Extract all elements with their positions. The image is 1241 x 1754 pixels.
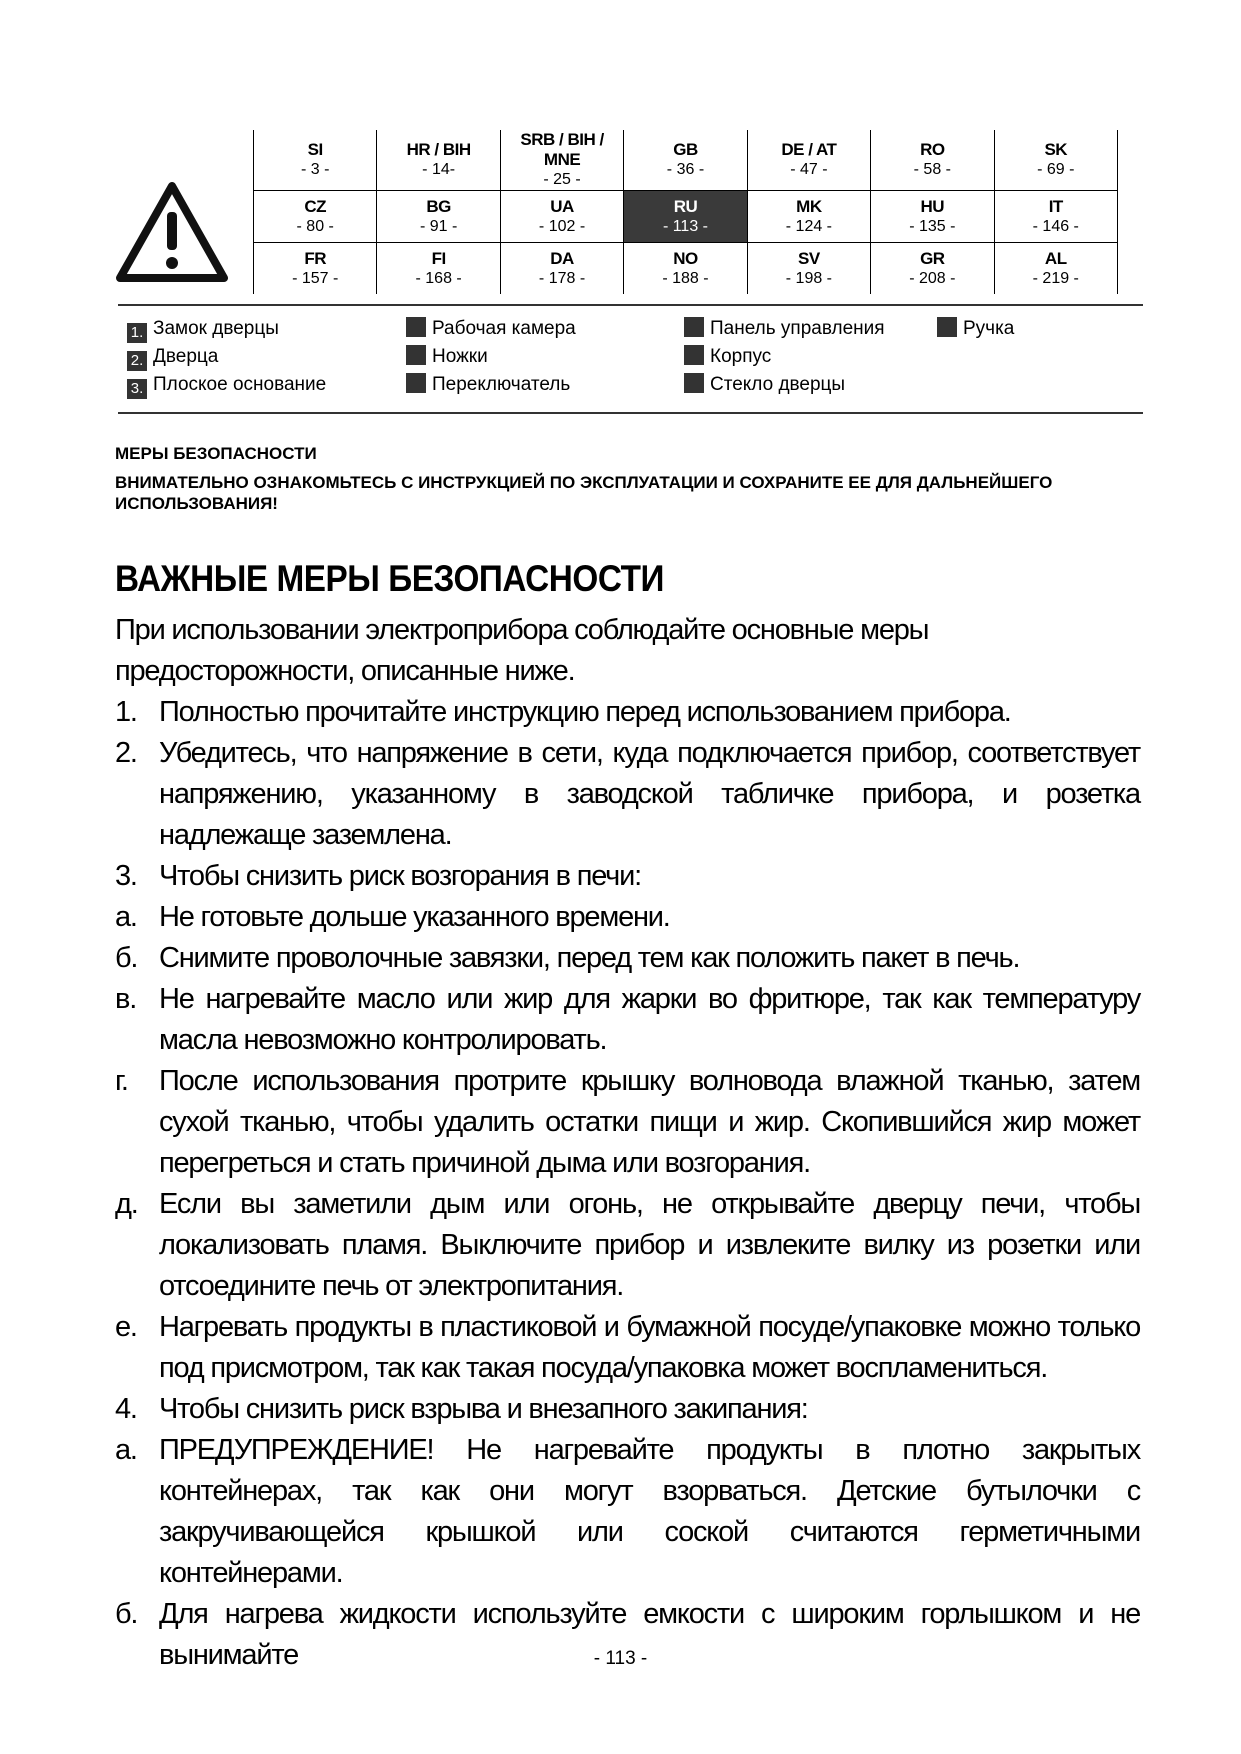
list-marker: в. (115, 983, 137, 1015)
language-code: GR (920, 248, 945, 268)
language-page: - 113 - (662, 217, 708, 235)
list-marker: а. (115, 901, 137, 933)
part-label: Стекло дверцы (710, 374, 846, 395)
part-item (406, 316, 576, 342)
language-cell-al[interactable] (994, 243, 1117, 295)
language-page: - 188 - (662, 269, 709, 287)
language-page: - 91 - (419, 217, 458, 235)
list-item (115, 1061, 1140, 1184)
language-page: - 102 - (538, 217, 586, 235)
list-text: Нагревать продукты в пластиковой и бумажной посуде/упаковке можно только под присмотром, так как такая посуда/упаковка может воспламениться. (159, 1311, 1140, 1384)
part-item (684, 344, 771, 370)
language-page: - 58 - (913, 161, 951, 178)
language-code: HR / BIH (406, 140, 471, 159)
language-page: - 25 - (543, 171, 581, 188)
language-code: SI (307, 140, 323, 159)
list-marker: 3. (115, 860, 137, 892)
language-code: FR (304, 248, 327, 268)
part-item (127, 372, 326, 398)
list-text: ПРЕДУПРЕЖДЕНИЕ! Не нагревайте продукты в плотно закрытых контейнерах, так как они могут взорваться. Детские бутылочки с закручивающейся крышкой или соской считаются герметичными контейнерами. (159, 1434, 1140, 1589)
divider-top (118, 304, 1143, 306)
language-code: HU (920, 196, 945, 216)
divider-bottom (118, 412, 1143, 414)
part-label: Панель управления (710, 318, 885, 339)
part-label: Замок дверцы (153, 318, 279, 339)
notice-text: ВНИМАТЕЛЬНО ОЗНАКОМЬТЕСЬ С ИНСТРУКЦИЕЙ ПО ЭКСПЛУАТАЦИИ И СОХРАНИТЕ ЕЕ ДЛЯ ДАЛЬНЕЙШЕГО ИСПОЛЬЗОВАНИЯ! (115, 473, 1053, 513)
part-item (127, 344, 218, 370)
part-label: Корпус (710, 346, 772, 367)
language-code: AL (1044, 248, 1067, 268)
list-item (115, 733, 1140, 856)
language-cell-de-at[interactable] (747, 130, 870, 191)
part-label: Ножки (432, 346, 488, 367)
language-page: - 3 - (300, 161, 330, 178)
part-number-badge: 1. (127, 323, 147, 343)
list-marker: а. (115, 1434, 137, 1466)
language-cell-no[interactable] (624, 243, 747, 295)
language-page: - 198 - (785, 269, 833, 287)
part-number-badge (406, 317, 426, 337)
language-row (254, 130, 1118, 191)
language-code: DE / AT (781, 140, 837, 159)
language-cell-cz[interactable] (254, 191, 377, 243)
language-page: - 124 - (785, 217, 833, 235)
list-text: Не готовьте дольше указанного времени. (159, 901, 670, 933)
list-marker: д. (115, 1188, 138, 1220)
list-item (115, 938, 1140, 979)
language-code: MK (796, 196, 822, 216)
language-cell-srb-bih-mne[interactable] (500, 130, 623, 191)
part-number-badge (406, 345, 426, 365)
list-text: Убедитесь, что напряжение в сети, куда подключается прибор, соответствует напряжению, указанному в заводской табличке прибора, и розетка надлежаще заземлена. (159, 737, 1140, 851)
part-item (684, 372, 845, 398)
part-label: Рабочая камера (432, 318, 576, 339)
list-text: Снимите проволочные завязки, перед тем как положить пакет в печь. (159, 942, 1020, 974)
language-page: - 208 - (909, 269, 956, 287)
language-page: - 219 - (1032, 269, 1079, 287)
part-item (937, 316, 1014, 342)
language-code: DA (550, 248, 574, 268)
list-item (115, 979, 1140, 1061)
list-text: Чтобы снизить риск взрыва и внезапного закипания: (159, 1393, 808, 1425)
part-item (406, 344, 488, 370)
language-page: - 146 - (1032, 217, 1079, 235)
warning-icon (113, 178, 231, 288)
page-number: - 113 - (593, 1648, 648, 1669)
list-text: Для нагрева жидкости используйте емкости с широким горлышком и не вынимайте (159, 1598, 1140, 1671)
list-marker: 4. (115, 1393, 137, 1425)
language-code: GB (673, 140, 698, 159)
part-item (684, 316, 885, 342)
language-code: SK (1044, 140, 1068, 159)
part-number-badge (937, 317, 957, 337)
part-label: Плоское основание (153, 374, 327, 395)
list-item (115, 1430, 1140, 1594)
language-code: FI (431, 248, 446, 268)
part-number-badge (684, 317, 704, 337)
language-page: - 36 - (666, 161, 705, 178)
part-label: Ручка (963, 318, 1015, 339)
list-text: Не нагревайте масло или жир для жарки во фритюре, так как температуру масла невозможно контролировать. (159, 983, 1140, 1056)
language-cell-ro[interactable] (871, 130, 994, 191)
intro-paragraph: При использовании электроприбора соблюдайте основные меры предосторожности, описанные ниже. (115, 614, 929, 687)
part-label: Переключатель (432, 374, 571, 395)
language-code: NO (673, 248, 698, 268)
language-cell-sv[interactable] (747, 243, 870, 295)
part-number-badge (684, 345, 704, 365)
language-code: UA (550, 196, 574, 216)
list-text: Чтобы снизить риск возгорания в печи: (159, 860, 641, 892)
part-label: Дверца (153, 346, 219, 367)
language-page: - 47 - (790, 161, 828, 178)
part-item (127, 316, 279, 342)
language-row (254, 243, 1118, 295)
language-code: SRB / BIH / MNE (520, 130, 604, 169)
list-item (115, 1184, 1140, 1307)
page-title: ВАЖНЫЕ МЕРЫ БЕЗОПАСНОСТИ (115, 558, 664, 599)
part-item (406, 372, 570, 398)
language-index-table (253, 130, 1118, 294)
language-cell-da[interactable] (500, 243, 623, 295)
language-page: - 135 - (909, 217, 956, 235)
language-cell-sk[interactable] (994, 130, 1117, 191)
part-number-badge (684, 373, 704, 393)
language-row (254, 191, 1118, 243)
list-marker: е. (115, 1311, 137, 1343)
language-cell-gb[interactable] (624, 130, 747, 191)
list-item (115, 897, 1140, 938)
list-marker: г. (115, 1065, 128, 1097)
language-cell-bg[interactable] (377, 191, 500, 243)
language-page: - 178 - (538, 269, 586, 287)
language-code: BG (426, 196, 451, 216)
list-item (115, 692, 1140, 733)
parts-legend (127, 314, 1127, 398)
safety-notice (115, 443, 1135, 514)
language-cell-fr[interactable] (254, 243, 377, 295)
list-marker: б. (115, 1598, 138, 1630)
list-item (115, 1389, 1140, 1430)
language-cell-mk[interactable] (747, 191, 870, 243)
language-page: - 14- (422, 161, 456, 178)
language-page: - 80 - (296, 217, 334, 235)
part-number-badge: 3. (127, 379, 147, 399)
language-code: IT (1048, 196, 1063, 216)
list-text: Если вы заметили дым или огонь, не открывайте дверцу печи, чтобы локализовать пламя. Выключите прибор и извлеките вилку из розетки или отсоедините печь от электропитания. (159, 1188, 1140, 1302)
part-number-badge: 2. (127, 351, 147, 371)
language-page: - 157 - (292, 269, 339, 287)
language-code: RU (673, 196, 698, 216)
list-item (115, 1307, 1140, 1389)
language-cell-fi[interactable] (377, 243, 500, 295)
language-page: - 69 - (1037, 161, 1075, 178)
language-cell-hu[interactable] (871, 191, 994, 243)
notice-title: МЕРЫ БЕЗОПАСНОСТИ (115, 444, 317, 463)
language-cell-it[interactable] (994, 191, 1117, 243)
list-text: Полностью прочитайте инструкцию перед использованием прибора. (159, 696, 1011, 728)
list-marker: 2. (115, 737, 137, 769)
language-code: RO (920, 140, 945, 159)
language-code: CZ (304, 196, 327, 216)
language-cell-ru-current[interactable] (624, 191, 747, 243)
part-number-badge (406, 373, 426, 393)
language-cell-hr-bih[interactable] (377, 130, 500, 191)
language-code: SV (798, 248, 820, 268)
language-page: - 168 - (415, 269, 462, 287)
list-marker: 1. (115, 696, 137, 728)
list-item (115, 856, 1140, 897)
list-marker: б. (115, 942, 138, 974)
list-text: После использования протрите крышку волновода влажной тканью, затем сухой тканью, чтобы удалить остатки пищи и жир. Скопившийся жир может перегреться и стать причиной дыма или возгорания. (159, 1065, 1140, 1179)
language-cell-gr[interactable] (871, 243, 994, 295)
language-cell-si[interactable] (254, 130, 377, 191)
safety-instructions (115, 610, 1140, 1676)
language-cell-ua[interactable] (500, 191, 623, 243)
